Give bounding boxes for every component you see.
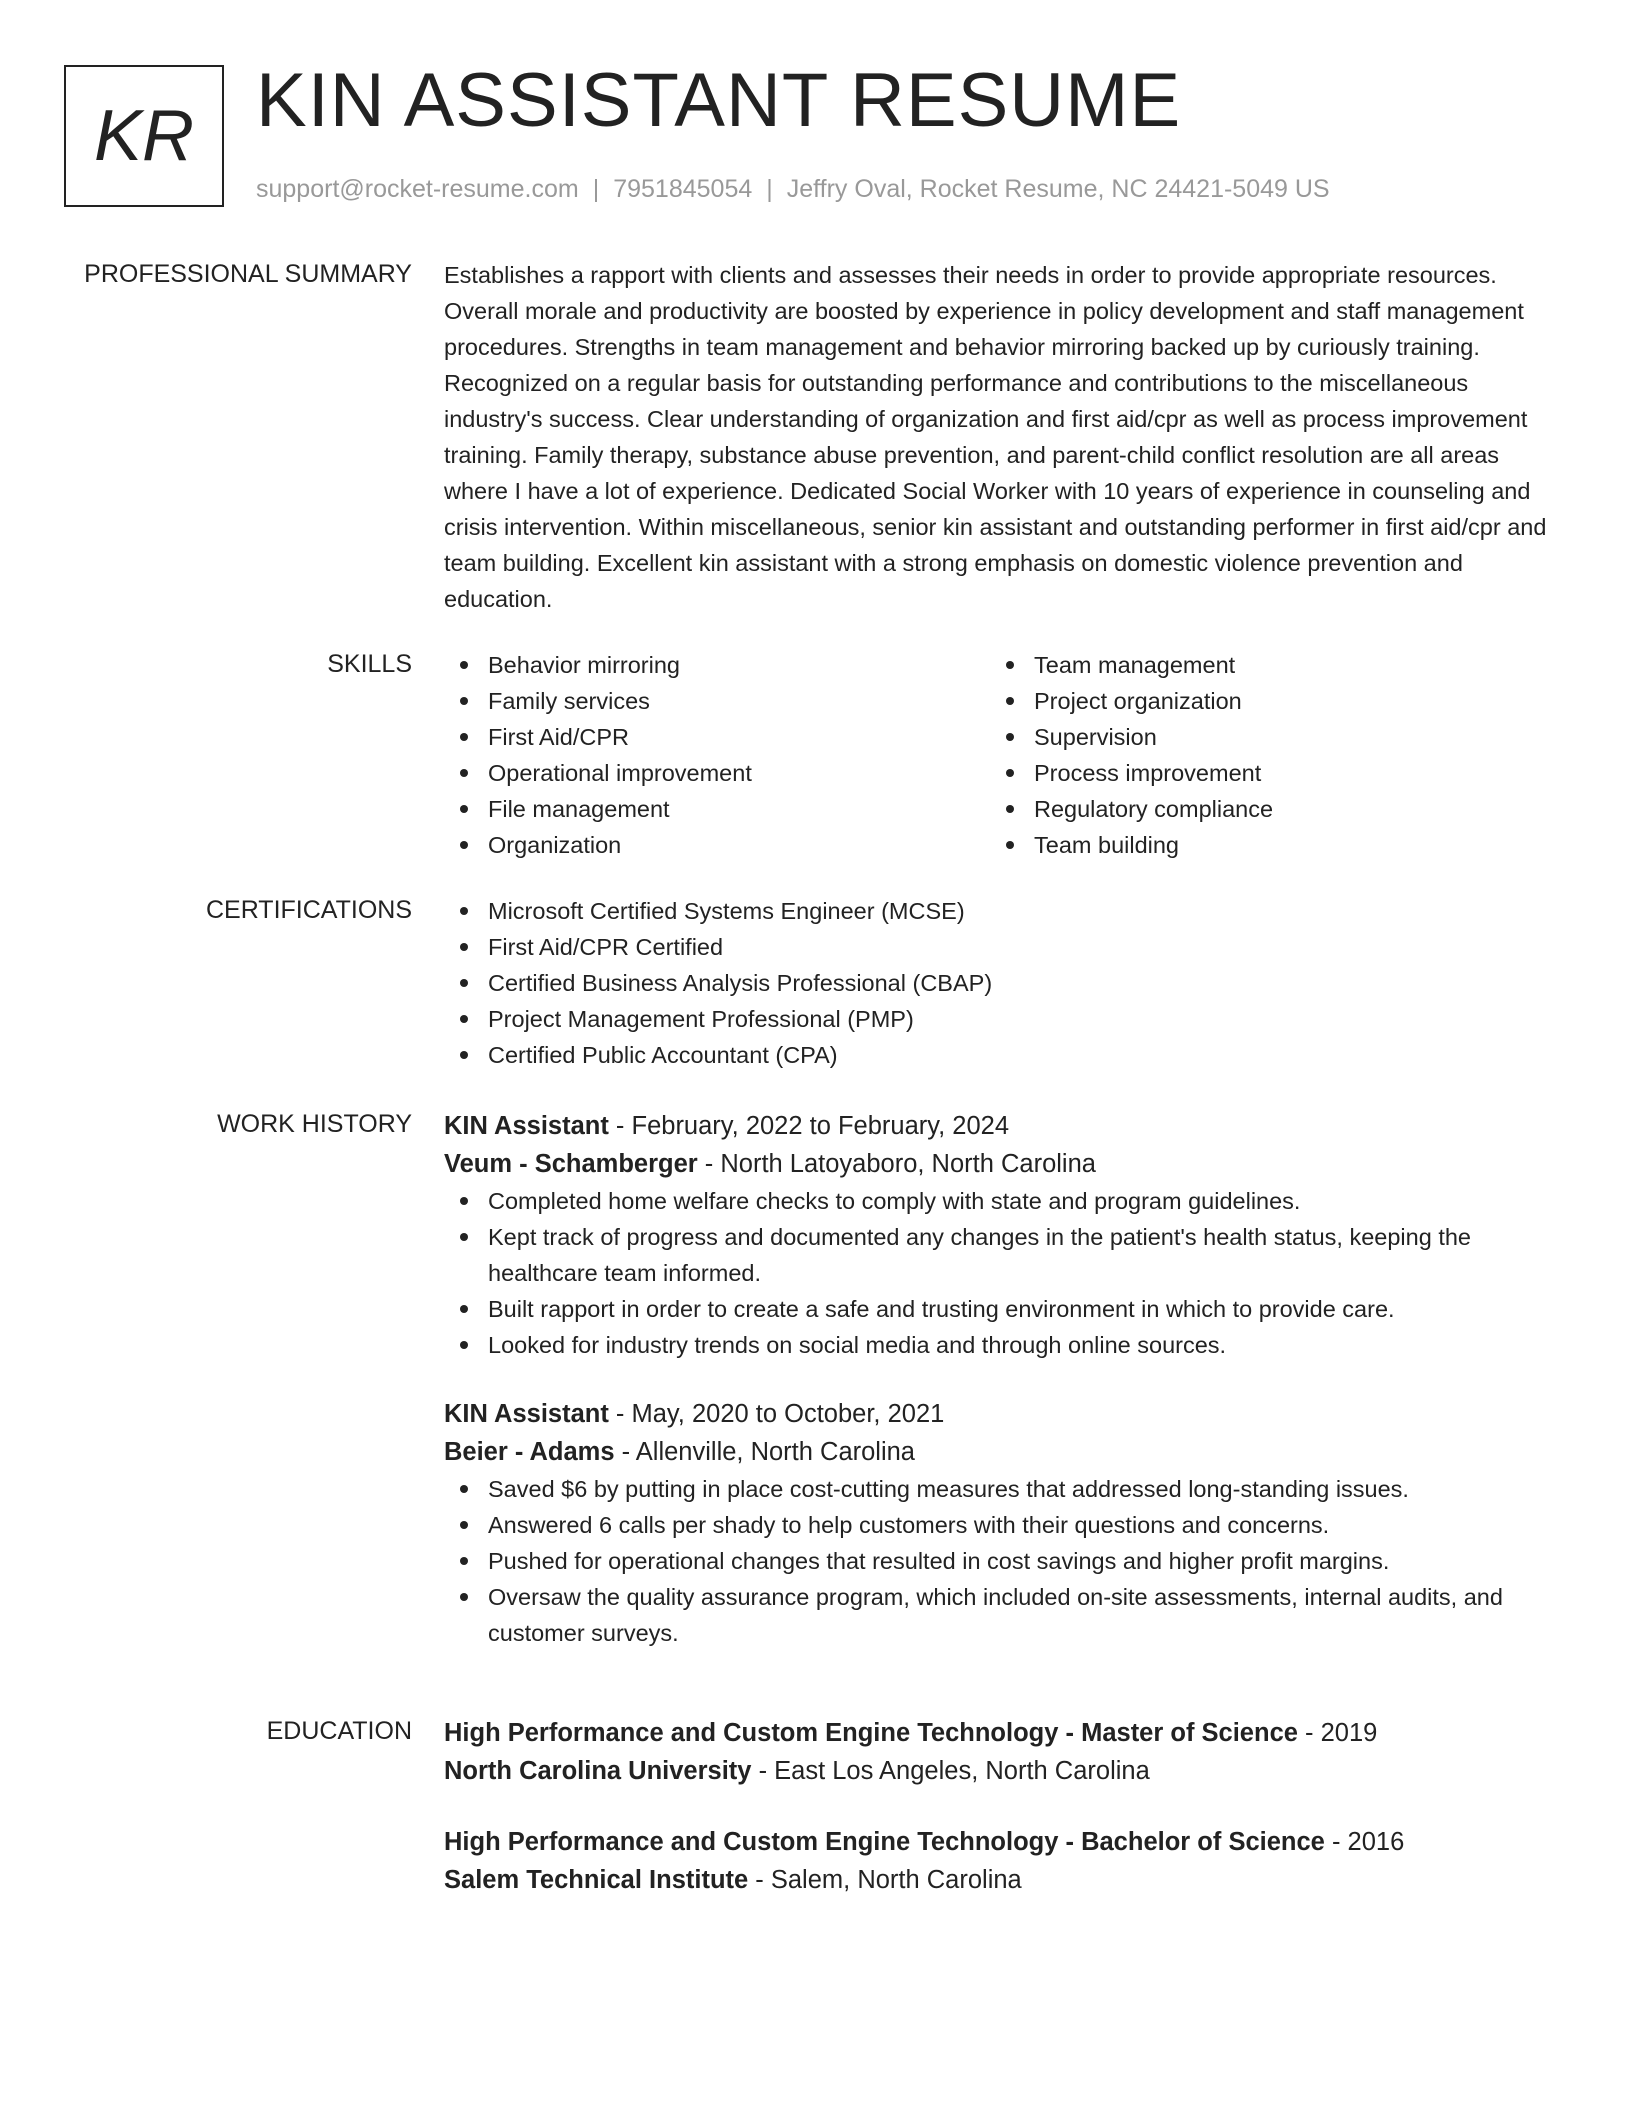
school-location: - Salem, North Carolina	[748, 1866, 1022, 1894]
monogram-initials: KR	[93, 96, 195, 176]
job-dates: - May, 2020 to October, 2021	[608, 1400, 945, 1428]
contact-line	[256, 172, 1330, 206]
skill-item: Organization	[444, 827, 990, 863]
job-duty-item: Saved $6 by putting in place cost-cutting measures that addressed long-standing issues.	[444, 1471, 1560, 1507]
contact-address: Jeffry Oval, Rocket Resume, NC 24421-5049 US	[786, 175, 1330, 203]
skills-label: SKILLS	[327, 650, 412, 678]
job-dates: - February, 2022 to February, 2024	[608, 1112, 1010, 1140]
degree-line	[444, 1714, 1560, 1752]
certifications-label: CERTIFICATIONS	[205, 896, 412, 924]
certification-item: Microsoft Certified Systems Engineer (MCSE)	[444, 893, 1560, 929]
contact-separator: |	[766, 175, 773, 203]
education-label: EDUCATION	[266, 1717, 412, 1745]
job-duty-item: Oversaw the quality assurance program, which included on-site assessments, internal audits, and customer surveys.	[444, 1579, 1560, 1651]
school-line	[444, 1752, 1560, 1790]
degree-year: - 2016	[1324, 1828, 1405, 1856]
skills-list-left	[444, 647, 990, 863]
summary-label: PROFESSIONAL SUMMARY	[84, 260, 412, 288]
summary-body	[444, 257, 1560, 617]
job-duty-item: Answered 6 calls per shady to help customers with their questions and concerns.	[444, 1507, 1560, 1543]
certification-item: Project Management Professional (PMP)	[444, 1001, 1560, 1037]
job-duty-item: Pushed for operational changes that resulted in cost savings and higher profit margins.	[444, 1543, 1560, 1579]
work-history-body	[444, 1107, 1560, 1651]
education-entry	[444, 1823, 1560, 1899]
degree-year: - 2019	[1297, 1719, 1378, 1747]
job-location: - North Latoyaboro, North Carolina	[697, 1150, 1096, 1178]
job-duties-list	[444, 1183, 1560, 1363]
skill-item: Supervision	[990, 719, 1536, 755]
skill-item: Behavior mirroring	[444, 647, 990, 683]
job-entry	[444, 1107, 1560, 1363]
resume-title: KIN ASSISTANT RESUME	[256, 58, 1182, 143]
contact-email: support@rocket-resume.com	[256, 175, 579, 203]
degree-line	[444, 1823, 1560, 1861]
skill-item: File management	[444, 791, 990, 827]
job-duty-item: Kept track of progress and documented any changes in the patient's health status, keeping the healthcare team informed.	[444, 1219, 1560, 1291]
school-name: North Carolina University	[444, 1757, 752, 1785]
skill-item: Regulatory compliance	[990, 791, 1536, 827]
job-location: - Allenville, North Carolina	[614, 1438, 915, 1466]
school-line	[444, 1861, 1560, 1899]
job-title-line	[444, 1395, 1560, 1433]
degree-name: High Performance and Custom Engine Technology - Master of Science	[444, 1719, 1298, 1747]
skill-item: Team management	[990, 647, 1536, 683]
job-duties-list	[444, 1471, 1560, 1651]
school-location: - East Los Angeles, North Carolina	[751, 1757, 1150, 1785]
job-company: Beier - Adams	[444, 1438, 615, 1466]
education-body	[444, 1714, 1560, 1899]
skill-item: First Aid/CPR	[444, 719, 990, 755]
job-company-line	[444, 1433, 1560, 1471]
job-duty-item: Looked for industry trends on social media and through online sources.	[444, 1327, 1560, 1363]
job-duty-item: Completed home welfare checks to comply with state and program guidelines.	[444, 1183, 1560, 1219]
skill-item: Team building	[990, 827, 1536, 863]
job-title: KIN Assistant	[444, 1400, 609, 1428]
skill-item: Process improvement	[990, 755, 1536, 791]
monogram-box	[64, 65, 224, 207]
degree-name: High Performance and Custom Engine Technology - Bachelor of Science	[444, 1828, 1325, 1856]
job-title: KIN Assistant	[444, 1112, 609, 1140]
school-name: Salem Technical Institute	[444, 1866, 749, 1894]
certification-item: Certified Business Analysis Professional (CBAP)	[444, 965, 1560, 1001]
work-history-label: WORK HISTORY	[217, 1110, 412, 1138]
job-entry	[444, 1395, 1560, 1651]
education-entry	[444, 1714, 1560, 1790]
certifications-list	[444, 893, 1560, 1073]
certifications-body	[444, 893, 1560, 1073]
contact-separator: |	[592, 175, 600, 203]
skills-list-right	[990, 647, 1536, 863]
job-company: Veum - Schamberger	[444, 1150, 698, 1178]
skill-item: Family services	[444, 683, 990, 719]
skill-item: Operational improvement	[444, 755, 990, 791]
contact-phone: 7951845054	[613, 175, 753, 203]
job-company-line	[444, 1145, 1560, 1183]
job-duty-item: Built rapport in order to create a safe and trusting environment in which to provide care.	[444, 1291, 1560, 1327]
certification-item: First Aid/CPR Certified	[444, 929, 1560, 965]
job-title-line	[444, 1107, 1560, 1145]
skill-item: Project organization	[990, 683, 1536, 719]
skills-grid	[444, 647, 1560, 863]
summary-text: Establishes a rapport with clients and assesses their needs in order to provide appropriate resources. Overall morale and productivity are boosted by experience in policy development and staff management procedures. Strengths in team management and behavior mirroring backed up by curiously training. Recognized on a regular basis for outstanding performance and contributions to the miscellaneous industry's success. Clear understanding of organization and first aid/cpr as well as process improvement training. Family therapy, substance abuse prevention, and parent-child conflict resolution are all areas where I have a lot of experience. Dedicated Social Worker with 10 years of experience in counseling and crisis intervention. Within miscellaneous, senior kin assistant and outstanding performer in first aid/cpr and team building. Excellent kin assistant with a strong emphasis on domestic violence prevention and education.	[444, 262, 1547, 612]
certification-item: Certified Public Accountant (CPA)	[444, 1037, 1560, 1073]
